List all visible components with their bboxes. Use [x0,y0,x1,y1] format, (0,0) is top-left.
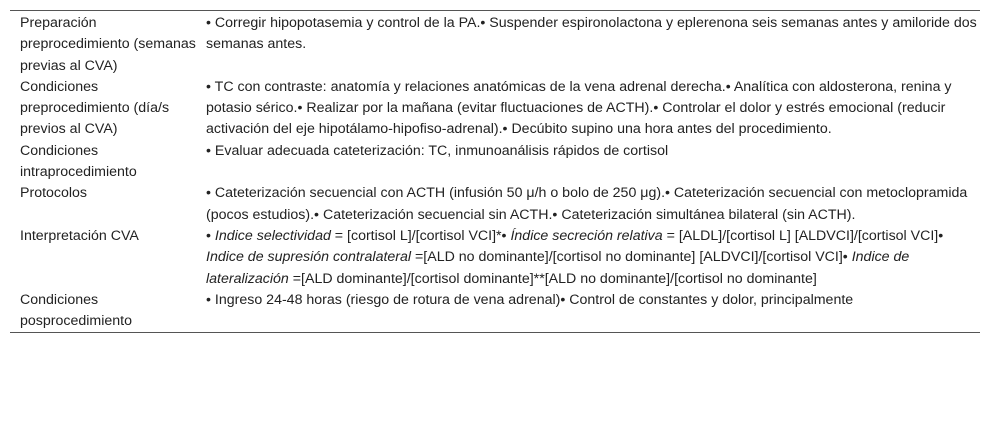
row-label: Preparación preprocedimiento (semanas previas al CVA) [20,15,196,74]
text-segment: • [206,227,215,244]
index-name-selectividad: Indice selectividad [214,227,331,244]
text-segment: = [cortisol L]/[cortisol VCI]*• [330,227,511,244]
row-content: • Evaluar adecuada cateterización: TC, inmunoanálisis rápidos de cortisol [206,142,669,159]
row-content: • Cateterización secuencial con ACTH (infusión 50 μ/h o bolo de 250 μg).• Cateterización secuencial con metoclopramida (pocos estudios).• Cateterización secuencial sin ACTH.• Cateterización simultánea bilateral (sin ACTH). [206,185,968,223]
text-segment: =[ALD dominante]/[cortisol dominante]**[ALD no dominante]/[cortisol no dominante] [288,270,817,287]
row-label: Protocolos [20,185,88,202]
row-content: • TC con contraste: anatomía y relaciones anatómicas de la vena adrenal derecha.• Analítica con aldosterona, renina y potasio sérico.• Realizar por la mañana (evitar fluctuaciones de ACTH).• Controlar el dolor y estrés emocional (reducir activación del eje hipotálamo-hipofiso-adrenal).• Decúbito supino una hora antes del procedimiento. [206,78,952,138]
index-name-secrecion: Índice secreción relativa [510,227,663,244]
criteria-table-wrapper [10,10,980,333]
index-name-lateralizacion: Indice de lateralización [206,249,910,287]
table-row [10,11,980,77]
row-label: Condiciones intraprocedimiento [20,142,137,181]
row-content: • Corregir hipopotasemia y control de la PA.• Suspender espironolactona y eplerenona seis semanas antes y amiloride dos semanas antes. [206,15,977,53]
criteria-table [10,11,980,332]
table-row [10,77,980,141]
table-row [10,183,980,226]
row-label: Condiciones posprocedimiento [20,291,132,330]
row-label: Interpretación CVA [20,227,139,244]
table-row [10,290,980,333]
index-name-supresion: Indice de supresión contralateral [206,249,412,266]
table-row [10,226,980,290]
text-segment: =[ALD no dominante]/[cortisol no dominante] [ALDVCI]/[cortisol VCI]• [411,249,852,266]
text-segment: = [ALDL]/[cortisol L] [ALDVCI]/[cortisol VCI]• [662,227,944,244]
row-content [196,226,980,290]
table-row [10,141,980,184]
row-content: • Ingreso 24-48 horas (riesgo de rotura de vena adrenal)• Control de constantes y dolor, principalmente [206,291,854,308]
row-label: Condiciones preprocedimiento (día/s previos al CVA) [20,78,170,138]
